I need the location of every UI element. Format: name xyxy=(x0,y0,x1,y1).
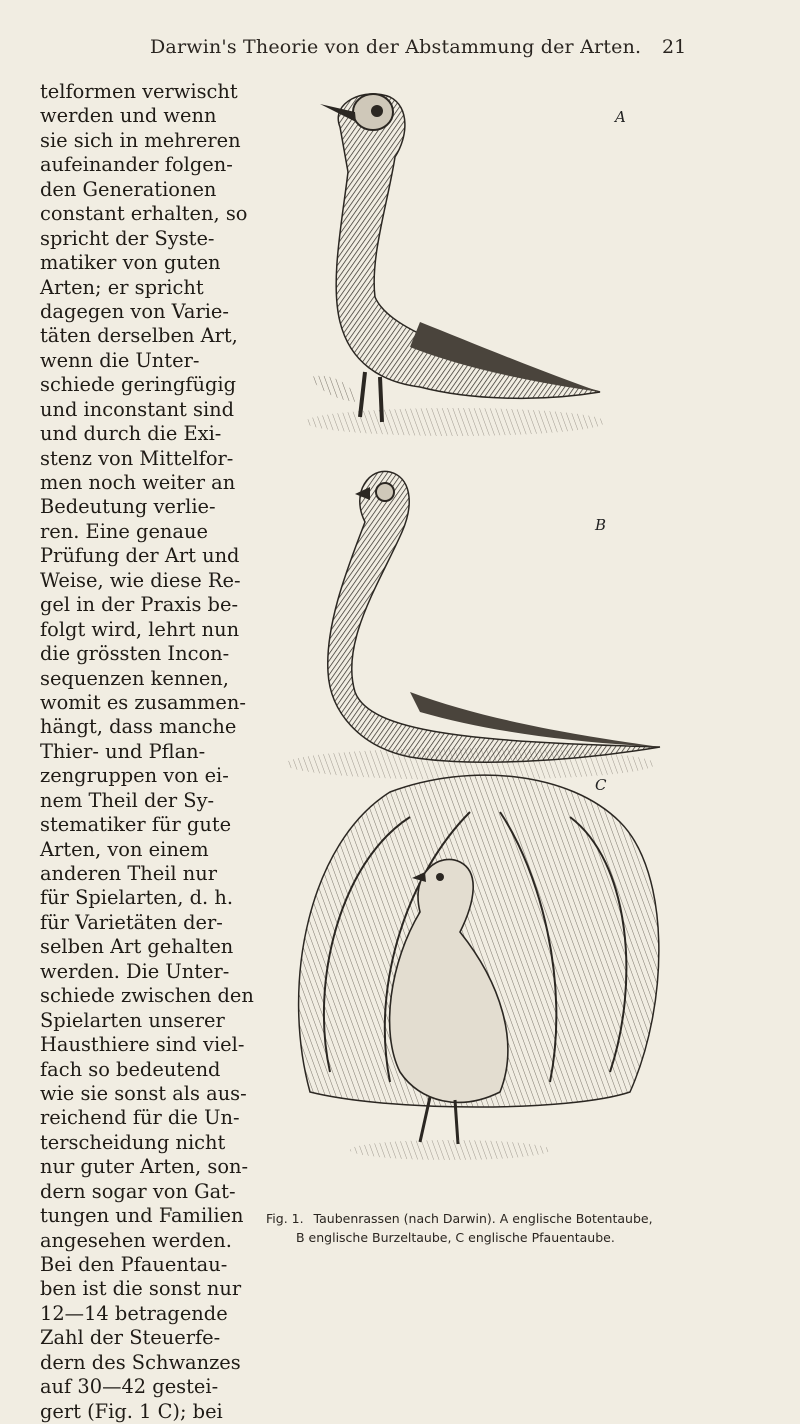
text-line: Arten, von einem xyxy=(40,837,209,861)
text-line: nur guter Arten, son- xyxy=(40,1155,249,1179)
text-line: werden und wenn xyxy=(40,104,217,128)
text-line: zengruppen von ei- xyxy=(40,764,229,788)
text-line: selben Art gehalten xyxy=(40,935,234,959)
text-line: aufeinander folgen- xyxy=(40,153,233,177)
text-line: Thier- und Pflan- xyxy=(40,739,206,763)
text-line: für Spielarten, d. h. xyxy=(40,886,233,910)
text-line: sequenzen kennen, xyxy=(40,666,229,690)
caption-line-1: Taubenrassen (nach Darwin). A englische Botentaube, xyxy=(313,1211,653,1226)
text-line: wenn die Unter- xyxy=(40,348,200,372)
text-line: reichend für die Un- xyxy=(40,1106,240,1130)
text-line: auf 30—42 gestei- xyxy=(40,1375,219,1399)
text-line: Arten; er spricht xyxy=(40,275,204,299)
text-line: telformen verwischt xyxy=(40,80,238,103)
text-line: spricht der Syste- xyxy=(40,226,215,250)
pigeon-a-carrier xyxy=(305,94,605,436)
text-line: Spielarten unserer xyxy=(40,1008,225,1032)
text-line: tungen und Familien xyxy=(40,1204,244,1228)
text-line: wie sie sonst als aus- xyxy=(40,1081,247,1105)
page-number: 21 xyxy=(662,36,687,58)
text-line: terscheidung nicht xyxy=(40,1130,226,1154)
text-line: men noch weiter an xyxy=(40,471,236,494)
text-line: die grössten Incon- xyxy=(40,642,230,666)
text-line: ren. Eine genaue xyxy=(40,519,208,543)
text-line: den Generationen xyxy=(40,177,217,201)
running-title: Darwin's Theorie von der Abstammung der Arten. xyxy=(150,36,642,58)
text-line: und durch die Exi- xyxy=(40,422,222,446)
caption-line-2: B englische Burzeltaube, C englische Pfauentaube. xyxy=(296,1230,615,1245)
text-line: dern sogar von Gat- xyxy=(40,1179,236,1203)
text-line: Bedeutung verlie- xyxy=(40,495,216,519)
text-line: schiede geringfügig xyxy=(40,373,236,397)
text-line: hängt, dass manche xyxy=(40,715,237,739)
text-line: angesehen werden. xyxy=(40,1228,232,1252)
pigeon-engravings xyxy=(270,82,730,1232)
text-line: Prüfung der Art und xyxy=(40,544,240,568)
text-line: gert (Fig. 1 C); bei xyxy=(40,1399,223,1423)
text-line: Bei den Pfauentau- xyxy=(40,1253,228,1276)
text-line: folgt wird, lehrt nun xyxy=(40,617,240,641)
text-line: dagegen von Varie- xyxy=(40,299,229,323)
text-line: dern des Schwanzes xyxy=(40,1350,241,1374)
body-text-column xyxy=(40,80,255,1424)
caption-figure-label: Fig. 1. xyxy=(266,1211,304,1226)
text-line: anderen Theil nur xyxy=(40,862,218,885)
panel-label-a: A xyxy=(615,108,626,126)
pigeon-figure xyxy=(270,82,730,1232)
panel-label-c: C xyxy=(595,776,607,794)
text-line: nem Theil der Sy- xyxy=(40,788,215,812)
text-line: gel in der Praxis be- xyxy=(40,593,238,617)
figure-caption xyxy=(266,1209,796,1247)
text-line: matiker von guten xyxy=(40,251,221,275)
text-line: stematiker für gute xyxy=(40,813,232,837)
text-line: Weise, wie diese Re- xyxy=(40,568,241,592)
pigeon-c-fantail xyxy=(299,775,659,1160)
text-line: schiede zwischen den xyxy=(40,984,254,1008)
text-line: fach so bedeutend xyxy=(40,1057,221,1081)
text-line: sie sich in mehreren xyxy=(40,128,241,152)
text-line: täten derselben Art, xyxy=(40,324,238,348)
text-line: werden. Die Unter- xyxy=(40,959,230,983)
text-line: constant erhalten, so xyxy=(40,202,248,226)
text-line: und inconstant sind xyxy=(40,397,235,421)
text-line: ben ist die sonst nur xyxy=(40,1277,242,1301)
text-line: Zahl der Steuerfe- xyxy=(40,1326,221,1350)
panel-label-b: B xyxy=(595,516,607,534)
text-line: womit es zusammen- xyxy=(40,690,246,714)
text-line: für Varietäten der- xyxy=(40,910,223,934)
text-line: 12—14 betragende xyxy=(40,1301,228,1325)
text-line: Hausthiere sind viel- xyxy=(40,1033,245,1057)
text-line: stenz von Mittelfor- xyxy=(40,446,234,470)
